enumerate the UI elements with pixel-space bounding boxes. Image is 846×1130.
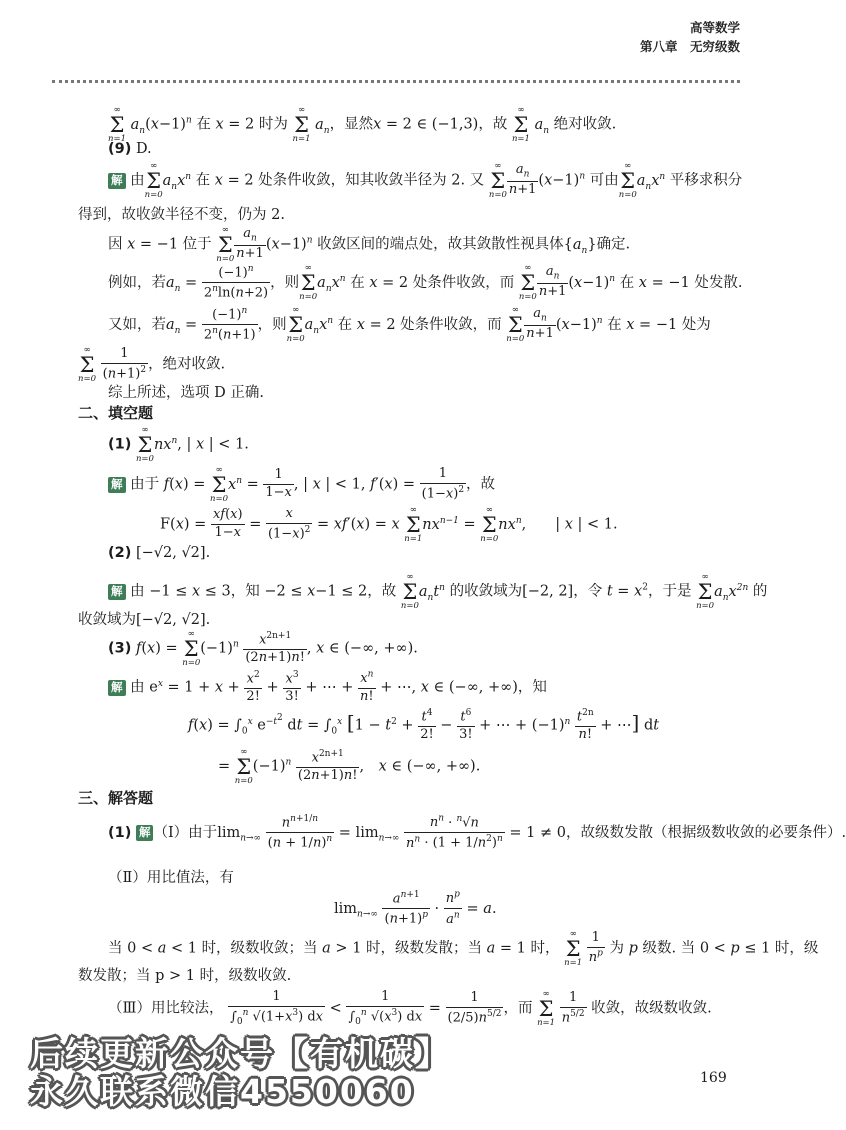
section-2-heading: 二、填空题 bbox=[78, 404, 154, 422]
answer-1-part-2: （Ⅱ）用比值法，有 bbox=[108, 870, 234, 886]
header-divider bbox=[52, 80, 740, 83]
question-9-answer: (9) D. bbox=[108, 141, 152, 157]
text-line-3: 解 由 ∞ Σ n=0 $a_nx^n$ 在 x = 2 处条件收敛，知其收敛半径为 2. 又 ∞ Σ n=0 $\frac{a_n}{n+1}$ $(x-1)^n$ 可由 ∞ Σ n=0 $a_nx^n$ 平移求积分 bbox=[0, 162, 800, 199]
chapter-title: 第八章 无穷级数 bbox=[639, 39, 740, 54]
watermark-line-1: 后续更新公众号【有机碳】 bbox=[30, 1034, 450, 1073]
text-line-5: 因 x = −1 位于 ∞ Σ n=0 $\frac{a_n}{n+1}$ $(x-1)^n$ 收敛区间的端点处，故其敛散性视具体$\{a_n\}$确定. bbox=[108, 225, 631, 264]
fill-2-answer: (2) [−√2, √2]. bbox=[108, 545, 211, 561]
fill-2-solution-cont: 收敛域为[−√2, √2]. bbox=[78, 612, 211, 628]
text-line-9: 综上所述，选项 D 正确. bbox=[108, 385, 264, 401]
fill-3-formula-2: = ∞ Σ n=0 $(-1)^n$ $\frac{x^{2n+1}}{(2n+1)n!}$ , x ∈ (−∞, +∞). bbox=[218, 747, 481, 786]
fill-3-solution: 解 由 $e^x = 1 + x$ + $\frac{x^2}{2!}$ + $\frac{x^3}{3!}$ + ⋯ + $\frac{x^n}{n!}$ + ⋯, x ∈ (−∞, +∞)，知 bbox=[0, 670, 800, 705]
answer-1-cases: 当 0 < a < 1 时，级数收敛；当 a > 1 时，级数发散；当 a = 1 时， ∞ Σ n=1 $\frac{1}{n^p}$ 为 p 级数. 当 0 < p ≤ 1 时，级 bbox=[108, 929, 819, 968]
text-line-6: 例如，若$a_n$ = $\frac{(-1)^n}{2^n\ln(n+2)}$ ，则 ∞ Σ n=0 $a_nx^n$ 在 x = 2 处条件收敛，而 ∞ Σ n=0 $\frac{a_n}{n+1}$ $(x-1)^n$ 在 x = −1 处发散. bbox=[108, 263, 743, 302]
text-line-7: 又如，若$a_n$ = $\frac{(-1)^n}{2^n(n+1)}$ ，则 ∞ Σ n=0 $a_nx^n$ 在 x = 2 处条件收敛，而 ∞ Σ n=0 $\frac{a_n}{n+1}$ $(x-1)^n$ 在 x = −1 处为 bbox=[108, 305, 711, 344]
fill-1-solution: 解 由于 f(x) = ∞ Σ n=0 $x^n$ = $\frac{1}{1-x}$ , | x | < 1, f′(x) = $\frac{1}{(1-x)^2}$ ，故 bbox=[0, 466, 800, 503]
text-line-8: ∞ Σ n=0 $\frac{1}{(n+1)^2}$ ，绝对收敛. bbox=[78, 345, 226, 384]
solution-badge: 解 bbox=[108, 173, 126, 189]
answer-1-part-3: （Ⅲ）用比较法， $\frac{1}{\int_0^n √(1+x^3) dx}$ < $\frac{1}{\int_0^n √(x^3) dx}$ = $\frac{1}{(2/5)n^{5/2}}$ ，而 ∞ Σ n=1 $\frac{1}{n^{5/2}}$ 收敛，故级数收敛. bbox=[108, 989, 712, 1028]
answer-1-part-1: (1) 解 （Ⅰ）由于$\lim_{n\to\infty}$ $\frac{n^{n+1/n}}{(n + 1/n)^n}$ = $\lim_{n\to\infty}$ $\frac{n^n \cdot ^n√n}{n^n \cdot (1 + 1/n^2)^n}$ = 1 ≠ 0，故级数发散（根据级数收敛的必要条件）. bbox=[108, 814, 846, 851]
text-line-4: 得到，故收敛半径不变，仍为 2. bbox=[78, 207, 285, 223]
page-number: 169 bbox=[700, 1070, 727, 1086]
fill-1-answer: (1) ∞ Σ n=0 $nx^n$, | x | < 1. bbox=[108, 425, 249, 464]
fill-2-solution: 解 由 −1 ≤ x ≤ 3，知 −2 ≤ x−1 ≤ 2，故 ∞ Σ n=0 $a_nt^n$ 的收敛域为[−2, 2]，令 $t = x^2$，于是 ∞ Σ n=0 $a_nx^{2n}$ 的 bbox=[0, 573, 800, 610]
text-line-1: ∞ Σ n=1 $a_n(x-1)^n$ 在 x = 2 时为 ∞ Σ n=1 $a_n$，显然x = 2 ∈ (−1,3)，故 ∞ Σ n=1 $a_n$ 绝对收敛. bbox=[108, 105, 617, 144]
watermark-line-2: 永久联系微信4550060 bbox=[30, 1072, 415, 1111]
fill-1-formula: F(x) = $\frac{xf(x)}{1-x}$ = $\frac{x}{(1-x)^2}$ = xf′(x) = x ∞ Σ n=1 $nx^{n-1}$ = ∞ Σ n=0 $nx^n$, | x | < 1. bbox=[160, 505, 618, 544]
answer-1-ratio-formula: $\lim_{n\to\infty}$ $\frac{a^{n+1}}{(n+1)^p}$ · $\frac{n^p}{a^n}$ = a. bbox=[334, 890, 497, 927]
section-3-heading: 三、解答题 bbox=[78, 789, 154, 807]
book-title: 高等数学 bbox=[689, 20, 740, 35]
fill-3-answer: (3) f(x) = ∞ Σ n=0 $(-1)^n$ $\frac{x^{2n+1}}{(2n+1)n!}$ , x ∈ (−∞, +∞). bbox=[108, 629, 418, 668]
answer-1-cases-cont: 数发散；当 p > 1 时，级数收敛. bbox=[78, 968, 292, 984]
fill-3-formula-1: $f(x) = \int_0^x$ $e^{-t^2}$ dt = $\int_0^x$ [$1 - t^2$ + $\frac{t^4}{2!}$ − $\frac{t^6}{3!}$ + ⋯ + $(-1)^n$ $\frac{t^{2n}}{n!}$ + ⋯] dt bbox=[188, 708, 660, 743]
